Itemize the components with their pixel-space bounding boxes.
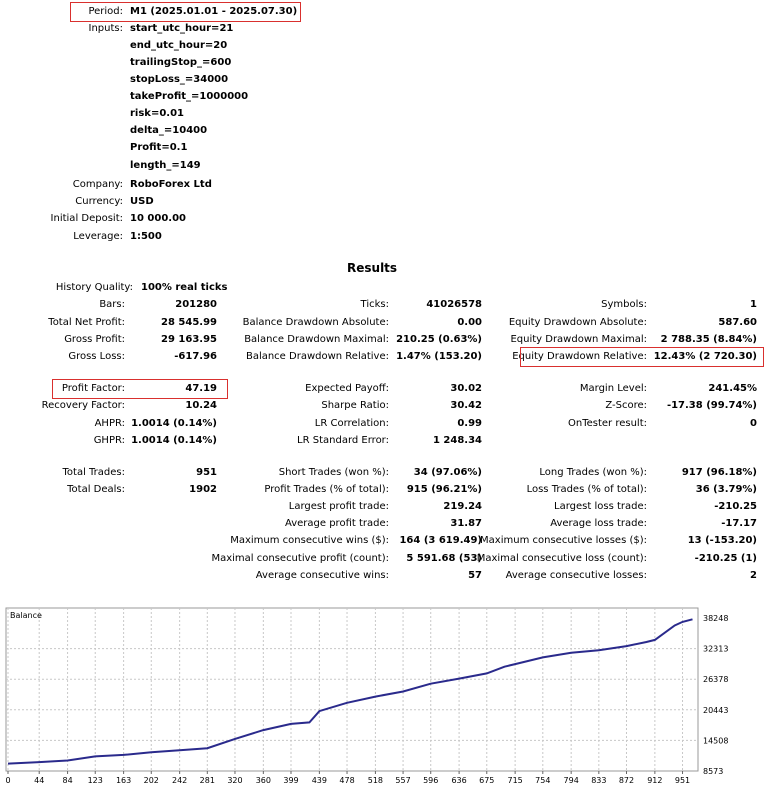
stat-value: 917 (96.18%): [681, 467, 757, 478]
stat-value: 2 788.35 (8.84%): [660, 334, 757, 345]
stat-label: Equity Drawdown Maximal:: [510, 334, 647, 345]
x-tick-label: 912: [647, 776, 663, 785]
stat-label: Largest loss trade:: [554, 501, 647, 512]
x-tick-label: 320: [227, 776, 243, 785]
stat-value: 587.60: [718, 317, 757, 328]
input-param: end_utc_hour=20: [130, 40, 228, 51]
stat-value: 1 248.34: [432, 435, 482, 446]
chart-svg: [3, 605, 765, 791]
y-tick-label: 14508: [703, 736, 729, 746]
inputs-label: Inputs:: [88, 23, 123, 34]
leverage-value: 1:500: [130, 231, 162, 242]
stat-value: 0.00: [457, 317, 482, 328]
stat-label: Sharpe Ratio:: [321, 400, 389, 411]
stat-value: 0.99: [457, 418, 482, 429]
x-tick-label: 636: [451, 776, 467, 785]
x-tick-label: 123: [87, 776, 103, 785]
x-tick-label: 439: [311, 776, 328, 785]
x-tick-label: 715: [507, 776, 523, 785]
stat-label: Margin Level:: [579, 383, 647, 394]
stat-label: Gross Loss:: [68, 351, 125, 362]
company-label: Company:: [72, 179, 123, 190]
y-tick-label: 32313: [703, 644, 729, 654]
stat-label: Average loss trade:: [550, 518, 647, 529]
stat-label: Maximum consecutive wins ($):: [230, 535, 389, 546]
stat-label: Balance Drawdown Maximal:: [244, 334, 389, 345]
input-param: delta_=10400: [130, 125, 208, 136]
x-tick-label: 675: [479, 776, 495, 785]
stat-value: 1902: [189, 484, 217, 495]
stat-value: 915 (96.21%): [406, 484, 482, 495]
input-param: length_=149: [130, 160, 201, 171]
chart-plot-area: [6, 608, 698, 771]
period-highlight: [70, 2, 301, 22]
stat-label: Average profit trade:: [284, 518, 389, 529]
stat-value: 10.24: [185, 400, 217, 411]
stat-label: Equity Drawdown Absolute:: [508, 317, 647, 328]
stat-value: -17.38 (99.74%): [666, 400, 757, 411]
x-tick-label: 399: [283, 776, 299, 785]
stat-label: Total Trades:: [62, 467, 125, 478]
stat-value: -210.25 (1): [694, 553, 757, 564]
chart-title: Balance: [10, 611, 42, 620]
stat-value: 12.43% (2 720.30): [653, 351, 757, 362]
stat-label: LR Standard Error:: [297, 435, 389, 446]
deposit-value: 10 000.00: [130, 213, 186, 224]
x-tick-label: 84: [62, 776, 73, 785]
stat-value: 5 591.68 (53): [406, 553, 482, 564]
stat-label: Balance Drawdown Relative:: [245, 351, 389, 362]
stat-label: Ticks:: [360, 299, 389, 310]
stat-label: Recovery Factor:: [41, 400, 125, 411]
input-param: start_utc_hour=21: [130, 23, 234, 34]
x-tick-label: 360: [255, 776, 271, 785]
stat-value: 41026578: [426, 299, 482, 310]
stat-value: 36 (3.79%): [695, 484, 757, 495]
stat-label: Maximal consecutive loss (count):: [476, 553, 647, 564]
input-param: takeProfit_=1000000: [130, 91, 249, 102]
deposit-label: Initial Deposit:: [50, 213, 123, 224]
stat-label: Gross Profit:: [64, 334, 125, 345]
stat-label: Short Trades (won %):: [278, 467, 389, 478]
stat-label: Maximal consecutive profit (count):: [211, 553, 389, 564]
x-tick-label: 44: [34, 776, 45, 785]
x-tick-label: 951: [674, 776, 691, 785]
stat-label: Largest profit trade:: [288, 501, 389, 512]
y-tick-label: 26378: [703, 675, 729, 685]
input-param: Profit=0.1: [130, 142, 188, 153]
stat-value: 29 163.95: [161, 334, 217, 345]
stat-value: 1.0014 (0.14%): [131, 418, 217, 429]
stat-value: 2: [750, 570, 757, 581]
stat-value: 1.47% (153.20): [396, 351, 482, 362]
stat-value: 47.19: [185, 383, 217, 394]
balance-chart: [3, 605, 765, 791]
equity-drawdown-relative-highlight: [520, 347, 764, 367]
stat-value: 1: [750, 299, 757, 310]
stat-value: 57: [468, 570, 482, 581]
stat-label: Loss Trades (% of total):: [526, 484, 647, 495]
stat-label: Maximum consecutive losses ($):: [480, 535, 647, 546]
profit-factor-highlight: [52, 379, 228, 399]
stat-value: -210.25: [714, 501, 757, 512]
stat-label: Expected Payoff:: [305, 383, 389, 394]
x-tick-label: 794: [563, 776, 579, 785]
company-value: RoboForex Ltd: [130, 179, 212, 190]
period-value: M1 (2025.01.01 - 2025.07.30): [130, 6, 298, 17]
x-tick-label: 478: [339, 776, 355, 785]
x-tick-label: 518: [367, 776, 384, 785]
stat-label: Profit Factor:: [61, 383, 125, 394]
x-tick-label: 202: [143, 776, 159, 785]
stat-label: AHPR:: [94, 418, 125, 429]
stat-label: Bars:: [99, 299, 125, 310]
stat-value: 34 (97.06%): [413, 467, 482, 478]
stat-value: 0: [750, 418, 757, 429]
stat-label: Total Deals:: [67, 484, 125, 495]
stat-value: 241.45%: [708, 383, 757, 394]
stat-value: 31.87: [450, 518, 482, 529]
stat-label: Average consecutive wins:: [255, 570, 389, 581]
stat-value: 201280: [175, 299, 217, 310]
stat-value: 13 (-153.20): [687, 535, 757, 546]
x-tick-label: 833: [591, 776, 607, 785]
x-tick-label: 557: [395, 776, 411, 785]
period-label: Period:: [88, 6, 123, 17]
stat-label: Long Trades (won %):: [539, 467, 647, 478]
stat-label: GHPR:: [93, 435, 125, 446]
currency-value: USD: [130, 196, 154, 207]
y-tick-label: 8573: [703, 767, 724, 776]
y-tick-label: 38248: [703, 614, 729, 623]
input-param: stopLoss_=34000: [130, 74, 229, 85]
stat-value: 164 (3 619.49): [399, 535, 482, 546]
stat-label: Symbols:: [601, 299, 647, 310]
stat-label: Balance Drawdown Absolute:: [242, 317, 389, 328]
stat-label: Total Net Profit:: [48, 317, 125, 328]
stat-value: 1.0014 (0.14%): [131, 435, 217, 446]
stat-value: 219.24: [443, 501, 482, 512]
stat-value: 30.42: [450, 400, 482, 411]
history-quality-label: History Quality:: [55, 282, 133, 293]
x-tick-label: 242: [172, 776, 188, 785]
y-tick-label: 20443: [703, 705, 729, 715]
stat-value: -17.17: [721, 518, 757, 529]
stat-label: Z-Score:: [605, 400, 647, 411]
currency-label: Currency:: [75, 196, 123, 207]
stat-label: Average consecutive losses:: [505, 570, 647, 581]
x-tick-label: 163: [115, 776, 132, 785]
x-tick-label: 872: [618, 776, 635, 785]
results-title: Results: [347, 261, 398, 275]
stat-value: 210.25 (0.63%): [396, 334, 482, 345]
x-tick-label: 596: [423, 776, 439, 785]
stat-value: -617.96: [174, 351, 217, 362]
x-tick-label: 754: [535, 776, 551, 785]
stat-label: Profit Trades (% of total):: [264, 484, 389, 495]
stat-value: 951: [196, 467, 217, 478]
x-tick-label: 281: [199, 776, 215, 785]
history-quality-value: 100% real ticks: [141, 282, 228, 293]
stat-value: 28 545.99: [161, 317, 217, 328]
stat-label: OnTester result:: [567, 418, 647, 429]
x-tick-label: 0: [5, 776, 11, 785]
leverage-label: Leverage:: [73, 231, 123, 242]
stat-label: Equity Drawdown Relative:: [512, 351, 647, 362]
input-param: risk=0.01: [130, 108, 185, 119]
input-param: trailingStop_=600: [130, 57, 232, 68]
stat-label: LR Correlation:: [314, 418, 389, 429]
stat-value: 30.02: [450, 383, 482, 394]
